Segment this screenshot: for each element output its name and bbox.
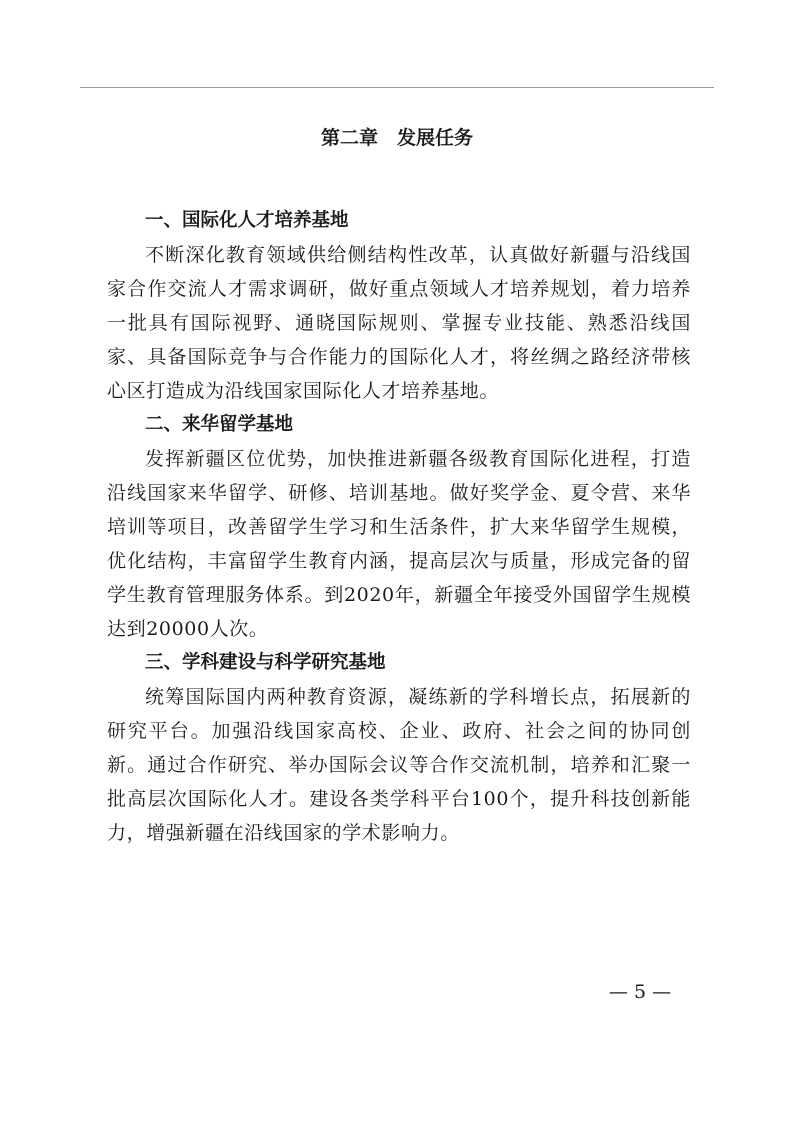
section-paragraph: 统筹国际国内两种教育资源，凝练新的学科增长点，拓展新的研究平台。加强沿线国家高校、企业、政府、社会之间的协同创新。通过合作研究、举办国际会议等合作交流机制，培养和汇聚一批高层次国际化人才。建设各类学科平台100个，提升科技创新能力，增强新疆在沿线国家的学术影响力。 — [107, 686, 691, 844]
page-number: — 5 — — [608, 981, 672, 1003]
section-international-talent — [107, 204, 691, 408]
document-body — [107, 204, 691, 850]
section-paragraph: 发挥新疆区位优势，加快推进新疆各级教育国际化进程，打造沿线国家来华留学、研修、培训基地。做好奖学金、夏令营、来华培训等项目，改善留学生学习和生活条件，扩大来华留学生规模，优化结构，丰富留学生教育内涵，提高层次与质量，形成完备的留学生教育管理服务体系。到2020年，新疆全年接受外国留学生规模达到20000人次。 — [107, 448, 691, 640]
chapter-title: 第二章 发展任务 — [320, 127, 473, 149]
section-discipline-research — [107, 646, 691, 850]
section-study-in-china — [107, 408, 691, 646]
section-title: 一、国际化人才培养基地 — [145, 210, 349, 231]
section-paragraph: 不断深化教育领域供给侧结构性改革，认真做好新疆与沿线国家合作交流人才需求调研，做好重点领域人才培养规划，着力培养一批具有国际视野、通晓国际规则、掌握专业技能、熟悉沿线国家、具备国际竞争与合作能力的国际化人才，将丝绸之路经济带核心区打造成为沿线国家国际化人才培养基地。 — [107, 244, 691, 402]
section-title: 二、来华留学基地 — [145, 414, 294, 435]
header-rule — [80, 87, 714, 88]
section-title: 三、学科建设与科学研究基地 — [145, 652, 386, 673]
